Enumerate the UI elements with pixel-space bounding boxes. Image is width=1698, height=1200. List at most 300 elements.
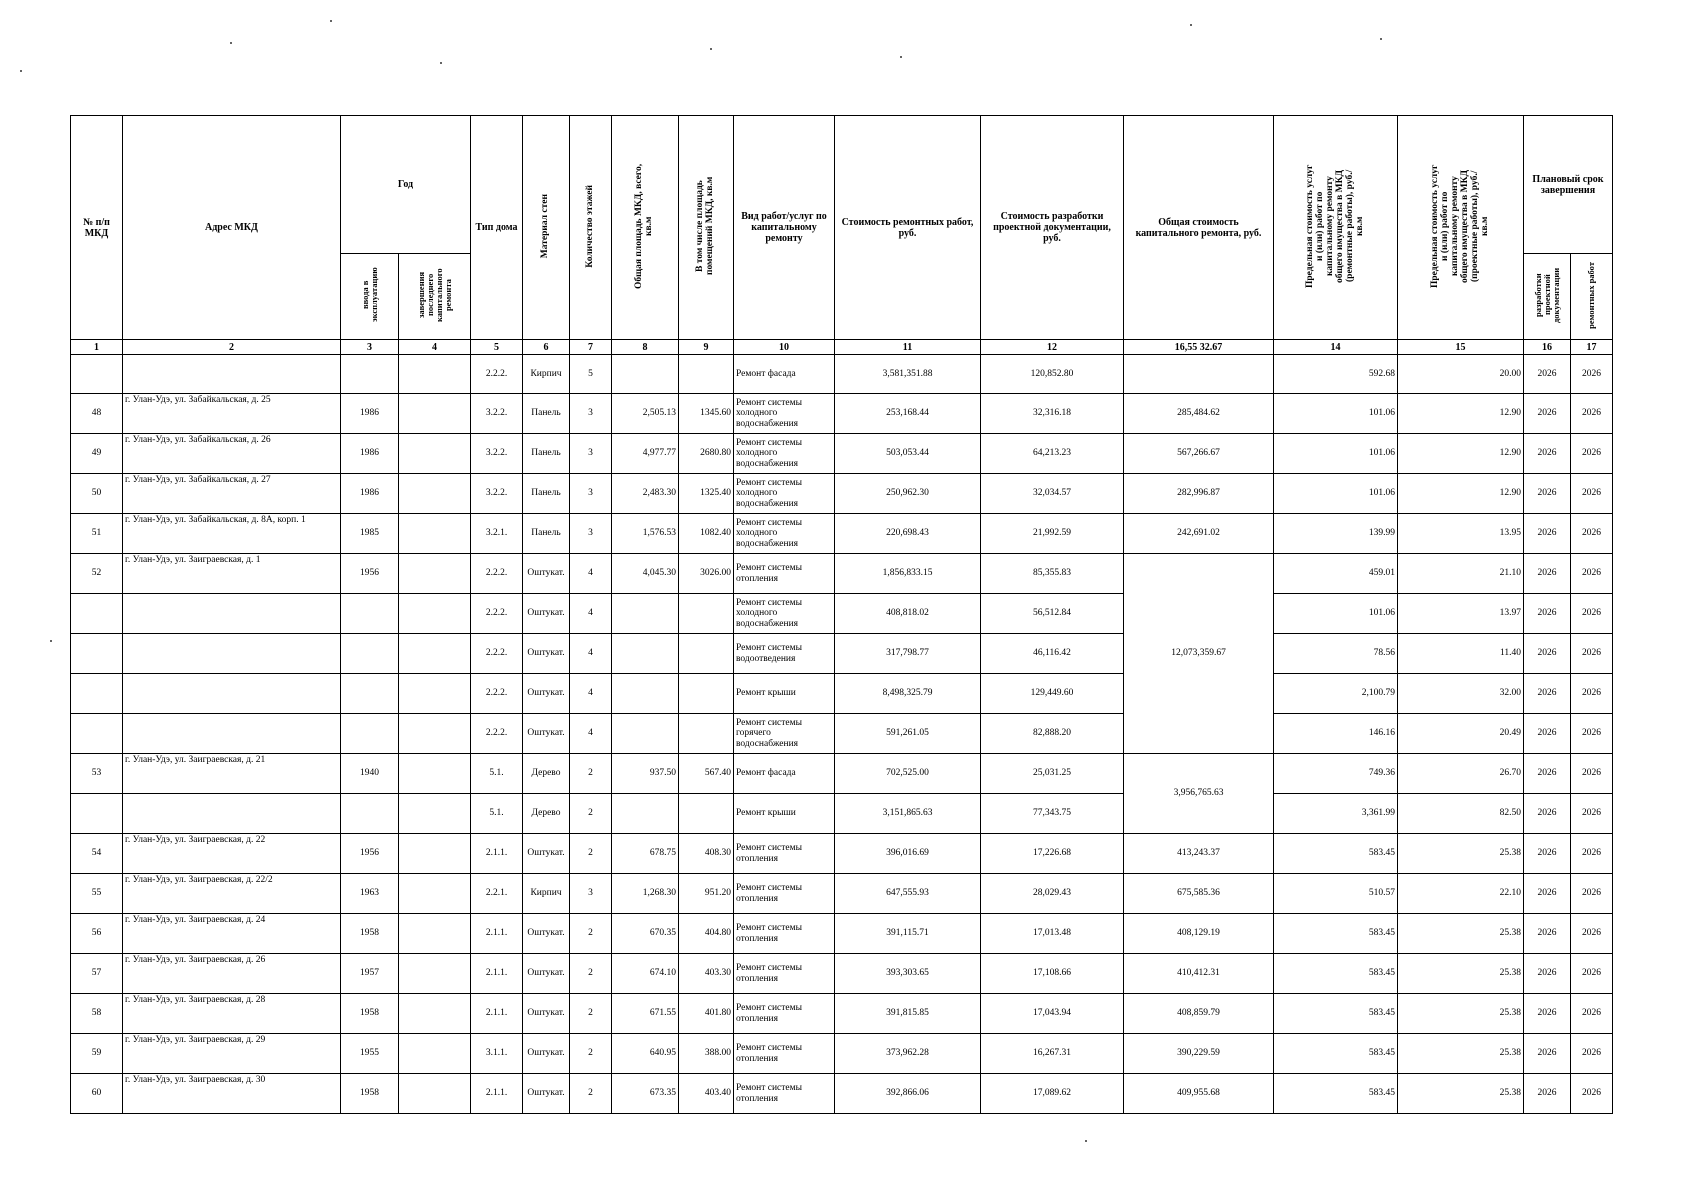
- table-row: [71, 754, 1613, 794]
- deadline-design-cell: 2026: [1524, 634, 1571, 674]
- cost-total-cell: 242,691.02: [1124, 514, 1274, 554]
- cell: [679, 794, 734, 834]
- cost-design-cell: 17,043.94: [981, 994, 1124, 1034]
- col-deadline-design-header: [1524, 254, 1571, 340]
- limit-design-cell: 12.90: [1398, 394, 1524, 434]
- no-cell: 57: [71, 954, 123, 994]
- wall-cell: Оштукат.: [523, 674, 570, 714]
- cost-design-cell: 129,449.60: [981, 674, 1124, 714]
- cell: [71, 674, 123, 714]
- area-total-cell: 674.10: [612, 954, 679, 994]
- type-cell: 2.2.2.: [471, 554, 523, 594]
- floors-cell: 3: [570, 514, 612, 554]
- table-row: [71, 834, 1613, 874]
- cost-repair-cell: 391,815.85: [835, 994, 981, 1034]
- deadline-repair-cell: 2026: [1571, 634, 1613, 674]
- scan-speck: [50, 640, 52, 642]
- address-cell: г. Улан-Удэ, ул. Заиграевская, д. 30: [123, 1074, 341, 1114]
- col-number: 3: [341, 340, 399, 355]
- wall-cell: Оштукат.: [523, 714, 570, 754]
- no-cell: 49: [71, 434, 123, 474]
- year-cell: 1958: [341, 1074, 399, 1114]
- cell: [399, 1034, 471, 1074]
- work-cell: Ремонт системы отопления: [734, 554, 835, 594]
- col-area-total-label: Общая площадь МКД, всего, кв.м: [634, 163, 654, 289]
- area-total-cell: 937.50: [612, 754, 679, 794]
- work-cell: Ремонт системы холодного водоснабжения: [734, 514, 835, 554]
- deadline-repair-cell: 2026: [1571, 874, 1613, 914]
- col-address-header: Адрес МКД: [123, 116, 341, 340]
- cell: [612, 355, 679, 394]
- area-total-cell: 4,977.77: [612, 434, 679, 474]
- floors-cell: 4: [570, 554, 612, 594]
- deadline-repair-cell: 2026: [1571, 394, 1613, 434]
- limit-repair-cell: 583.45: [1274, 994, 1398, 1034]
- area-premises-cell: 401.80: [679, 994, 734, 1034]
- limit-design-cell: 13.95: [1398, 514, 1524, 554]
- col-number: 14: [1274, 340, 1398, 355]
- year-cell: 1986: [341, 474, 399, 514]
- address-cell: г. Улан-Удэ, ул. Заиграевская, д. 29: [123, 1034, 341, 1074]
- area-premises-cell: 388.00: [679, 1034, 734, 1074]
- work-cell: Ремонт системы холодного водоснабжения: [734, 594, 835, 634]
- cell: [612, 634, 679, 674]
- capital-repair-table: [70, 115, 1613, 1114]
- limit-repair-cell: 583.45: [1274, 834, 1398, 874]
- limit-repair-cell: 583.45: [1274, 914, 1398, 954]
- cell: [341, 794, 399, 834]
- scan-speck: [1190, 24, 1192, 26]
- cell: [71, 594, 123, 634]
- cost-total-cell: 410,412.31: [1124, 954, 1274, 994]
- floors-cell: 3: [570, 434, 612, 474]
- deadline-design-cell: 2026: [1524, 554, 1571, 594]
- col-number-part: 32.67: [1199, 341, 1223, 353]
- no-cell: 58: [71, 994, 123, 1034]
- cost-total-cell: 408,859.79: [1124, 994, 1274, 1034]
- cost-design-cell: 32,316.18: [981, 394, 1124, 434]
- no-cell: 55: [71, 874, 123, 914]
- deadline-design-cell: 2026: [1524, 994, 1571, 1034]
- wall-cell: Оштукат.: [523, 914, 570, 954]
- year-cell: 1955: [341, 1034, 399, 1074]
- col-wall-header: [523, 116, 570, 340]
- work-cell: Ремонт системы отопления: [734, 834, 835, 874]
- year-cell: 1958: [341, 994, 399, 1034]
- deadline-design-cell: 2026: [1524, 874, 1571, 914]
- year-cell: 1986: [341, 434, 399, 474]
- type-cell: 3.1.1.: [471, 1034, 523, 1074]
- deadline-repair-cell: 2026: [1571, 754, 1613, 794]
- cell: [399, 914, 471, 954]
- year-cell: 1958: [341, 914, 399, 954]
- year-cell: 1956: [341, 834, 399, 874]
- wall-cell: Оштукат.: [523, 834, 570, 874]
- scan-speck: [710, 48, 712, 50]
- no-cell: 51: [71, 514, 123, 554]
- col-number: 6: [523, 340, 570, 355]
- scan-speck: [20, 70, 22, 72]
- limit-design-cell: 25.38: [1398, 914, 1524, 954]
- col-cost-repair-header: Стоимость ремонтных работ, руб.: [835, 116, 981, 340]
- col-number: 5: [471, 340, 523, 355]
- limit-repair-cell: 583.45: [1274, 1034, 1398, 1074]
- cost-repair-cell: 317,798.77: [835, 634, 981, 674]
- limit-repair-cell: 749.36: [1274, 754, 1398, 794]
- cell: [679, 714, 734, 754]
- cost-total-cell: 282,996.87: [1124, 474, 1274, 514]
- type-cell: 5.1.: [471, 754, 523, 794]
- area-total-cell: 670.35: [612, 914, 679, 954]
- no-cell: 56: [71, 914, 123, 954]
- col-number: 4: [399, 340, 471, 355]
- address-cell: г. Улан-Удэ, ул. Забайкальская, д. 26: [123, 434, 341, 474]
- limit-design-cell: 25.38: [1398, 994, 1524, 1034]
- area-total-cell: 4,045.30: [612, 554, 679, 594]
- cost-repair-cell: 392,866.06: [835, 1074, 981, 1114]
- table-row: [71, 914, 1613, 954]
- limit-design-cell: 25.38: [1398, 1074, 1524, 1114]
- year-cell: 1985: [341, 514, 399, 554]
- deadline-design-cell: 2026: [1524, 394, 1571, 434]
- cost-repair-cell: 591,261.05: [835, 714, 981, 754]
- area-premises-cell: 404.80: [679, 914, 734, 954]
- area-premises-cell: 951.20: [679, 874, 734, 914]
- work-cell: Ремонт фасада: [734, 754, 835, 794]
- cell: [399, 1074, 471, 1114]
- cost-total-cell: 3,956,765.63: [1124, 754, 1274, 834]
- type-cell: 3.2.2.: [471, 394, 523, 434]
- cost-design-cell: 120,852.80: [981, 355, 1124, 394]
- deadline-repair-cell: 2026: [1571, 794, 1613, 834]
- type-cell: 3.2.2.: [471, 434, 523, 474]
- cell: [399, 754, 471, 794]
- cell: [341, 355, 399, 394]
- deadline-design-cell: 2026: [1524, 1074, 1571, 1114]
- cell: [1124, 355, 1274, 394]
- cell: [123, 355, 341, 394]
- cost-total-cell: 12,073,359.67: [1124, 554, 1274, 754]
- cost-repair-cell: 503,053.44: [835, 434, 981, 474]
- type-cell: 2.1.1.: [471, 994, 523, 1034]
- cell: [71, 714, 123, 754]
- work-cell: Ремонт системы горячего водоснабжения: [734, 714, 835, 754]
- cost-design-cell: 28,029.43: [981, 874, 1124, 914]
- deadline-repair-cell: 2026: [1571, 714, 1613, 754]
- limit-repair-cell: 101.06: [1274, 394, 1398, 434]
- cost-design-cell: 46,116.42: [981, 634, 1124, 674]
- floors-cell: 2: [570, 1074, 612, 1114]
- col-cost-total-header: Общая стоимость капитального ремонта, руб.: [1124, 116, 1274, 340]
- col-limit-design-header: [1398, 116, 1524, 340]
- col-area-total-header: [612, 116, 679, 340]
- address-cell: г. Улан-Удэ, ул. Заиграевская, д. 22: [123, 834, 341, 874]
- wall-cell: Оштукат.: [523, 634, 570, 674]
- deadline-design-cell: 2026: [1524, 355, 1571, 394]
- limit-repair-cell: 2,100.79: [1274, 674, 1398, 714]
- work-cell: Ремонт системы отопления: [734, 1074, 835, 1114]
- type-cell: 2.2.2.: [471, 634, 523, 674]
- deadline-repair-cell: 2026: [1571, 514, 1613, 554]
- cell: [399, 954, 471, 994]
- type-cell: 2.2.2.: [471, 355, 523, 394]
- wall-cell: Панель: [523, 474, 570, 514]
- col-limit-design-label: Предельная стоимость услуг и (или) работ по капитальному ремонту общего имущества в МКД (проектные работы), руб./кв.м: [1429, 164, 1490, 288]
- cell: [123, 794, 341, 834]
- table-row: [71, 394, 1613, 434]
- cost-design-cell: 17,013.48: [981, 914, 1124, 954]
- deadline-repair-cell: 2026: [1571, 1074, 1613, 1114]
- cost-repair-cell: 8,498,325.79: [835, 674, 981, 714]
- area-total-cell: 673.35: [612, 1074, 679, 1114]
- scan-speck: [440, 62, 442, 64]
- scan-speck: [230, 42, 232, 44]
- col-year-header: Год: [341, 116, 471, 254]
- cell: [341, 714, 399, 754]
- floors-cell: 2: [570, 794, 612, 834]
- limit-repair-cell: 101.06: [1274, 594, 1398, 634]
- col-year-last-repair-header: [399, 254, 471, 340]
- table-row: [71, 1034, 1613, 1074]
- work-cell: Ремонт системы отопления: [734, 954, 835, 994]
- type-cell: 2.1.1.: [471, 1074, 523, 1114]
- limit-repair-cell: 583.45: [1274, 954, 1398, 994]
- limit-repair-cell: 146.16: [1274, 714, 1398, 754]
- cost-repair-cell: 3,151,865.63: [835, 794, 981, 834]
- floors-cell: 2: [570, 914, 612, 954]
- limit-design-cell: 25.38: [1398, 834, 1524, 874]
- area-premises-cell: 1345.60: [679, 394, 734, 434]
- deadline-design-cell: 2026: [1524, 474, 1571, 514]
- cell: [123, 714, 341, 754]
- type-cell: 5.1.: [471, 794, 523, 834]
- table-row: [71, 434, 1613, 474]
- table-row: [71, 954, 1613, 994]
- cost-total-cell: 409,955.68: [1124, 1074, 1274, 1114]
- area-premises-cell: 1082.40: [679, 514, 734, 554]
- work-cell: Ремонт системы водоотведения: [734, 634, 835, 674]
- col-number: 12: [981, 340, 1124, 355]
- deadline-design-cell: 2026: [1524, 674, 1571, 714]
- cost-repair-cell: 1,856,833.15: [835, 554, 981, 594]
- col-deadline-design-label: разработки проектной документации: [1532, 267, 1561, 323]
- area-premises-cell: 567.40: [679, 754, 734, 794]
- wall-cell: Панель: [523, 514, 570, 554]
- limit-design-cell: 13.97: [1398, 594, 1524, 634]
- work-cell: Ремонт системы отопления: [734, 914, 835, 954]
- cell: [71, 355, 123, 394]
- cost-repair-cell: 702,525.00: [835, 754, 981, 794]
- limit-design-cell: 25.38: [1398, 954, 1524, 994]
- cell: [123, 674, 341, 714]
- area-total-cell: 2,483.30: [612, 474, 679, 514]
- table-row: [71, 594, 1613, 634]
- limit-design-cell: 22.10: [1398, 874, 1524, 914]
- cell: [399, 874, 471, 914]
- cell: [612, 674, 679, 714]
- deadline-repair-cell: 2026: [1571, 474, 1613, 514]
- cost-design-cell: 17,089.62: [981, 1074, 1124, 1114]
- work-cell: Ремонт системы отопления: [734, 874, 835, 914]
- col-no-header: № п/п МКД: [71, 116, 123, 340]
- cell: [399, 394, 471, 434]
- column-number-row: [71, 340, 1613, 355]
- work-cell: Ремонт крыши: [734, 794, 835, 834]
- limit-design-cell: 12.90: [1398, 434, 1524, 474]
- address-cell: г. Улан-Удэ, ул. Заиграевская, д. 1: [123, 554, 341, 594]
- col-area-premises-label: В том числе площадь помещений МКД, кв.м: [695, 176, 715, 276]
- wall-cell: Кирпич: [523, 874, 570, 914]
- cost-repair-cell: 3,581,351.88: [835, 355, 981, 394]
- wall-cell: Панель: [523, 394, 570, 434]
- limit-design-cell: 26.70: [1398, 754, 1524, 794]
- col-deadline-repair-label: ремонтных работ: [1586, 261, 1597, 329]
- scan-speck: [900, 56, 902, 58]
- address-cell: г. Улан-Удэ, ул. Забайкальская, д. 8А, корп. 1: [123, 514, 341, 554]
- limit-design-cell: 21.10: [1398, 554, 1524, 594]
- cell: [123, 594, 341, 634]
- work-cell: Ремонт системы отопления: [734, 1034, 835, 1074]
- limit-design-cell: 25.38: [1398, 1034, 1524, 1074]
- area-premises-cell: 2680.80: [679, 434, 734, 474]
- table-row: [71, 474, 1613, 514]
- cell: [399, 355, 471, 394]
- floors-cell: 2: [570, 1034, 612, 1074]
- cost-total-cell: 413,243.37: [1124, 834, 1274, 874]
- type-cell: 3.2.1.: [471, 514, 523, 554]
- limit-design-cell: 20.00: [1398, 355, 1524, 394]
- deadline-repair-cell: 2026: [1571, 355, 1613, 394]
- floors-cell: 2: [570, 754, 612, 794]
- table-row: [71, 674, 1613, 714]
- floors-cell: 2: [570, 994, 612, 1034]
- col-cost-design-header: Стоимость разработки проектной документации, руб.: [981, 116, 1124, 340]
- address-cell: г. Улан-Удэ, ул. Заиграевская, д. 21: [123, 754, 341, 794]
- col-limit-repair-header: [1274, 116, 1398, 340]
- type-cell: 2.1.1.: [471, 834, 523, 874]
- type-cell: 2.2.1.: [471, 874, 523, 914]
- work-cell: Ремонт системы холодного водоснабжения: [734, 434, 835, 474]
- deadline-design-cell: 2026: [1524, 954, 1571, 994]
- work-cell: Ремонт системы холодного водоснабжения: [734, 474, 835, 514]
- cost-design-cell: 17,108.66: [981, 954, 1124, 994]
- deadline-design-cell: 2026: [1524, 714, 1571, 754]
- col-number: 10: [734, 340, 835, 355]
- type-cell: 3.2.2.: [471, 474, 523, 514]
- cell: [71, 634, 123, 674]
- work-cell: Ремонт системы холодного водоснабжения: [734, 394, 835, 434]
- area-premises-cell: 1325.40: [679, 474, 734, 514]
- cell: [679, 594, 734, 634]
- cell: [399, 474, 471, 514]
- cell: [399, 594, 471, 634]
- col-number: [1124, 340, 1274, 355]
- no-cell: 53: [71, 754, 123, 794]
- cell: [341, 674, 399, 714]
- col-number: 11: [835, 340, 981, 355]
- col-number: 16: [1524, 340, 1571, 355]
- cost-design-cell: 85,355.83: [981, 554, 1124, 594]
- deadline-design-cell: 2026: [1524, 434, 1571, 474]
- cell: [399, 714, 471, 754]
- limit-repair-cell: 510.57: [1274, 874, 1398, 914]
- col-wall-label: Материал стен: [540, 193, 551, 259]
- limit-repair-cell: 101.06: [1274, 434, 1398, 474]
- floors-cell: 4: [570, 714, 612, 754]
- cost-repair-cell: 408,818.02: [835, 594, 981, 634]
- col-year-commission-label: ввода в эксплуатацию: [359, 267, 379, 323]
- cell: [399, 514, 471, 554]
- scan-speck: [1380, 38, 1382, 40]
- type-cell: 2.2.2.: [471, 674, 523, 714]
- col-number: 1: [71, 340, 123, 355]
- deadline-design-cell: 2026: [1524, 754, 1571, 794]
- area-total-cell: 640.95: [612, 1034, 679, 1074]
- table-row: [71, 355, 1613, 394]
- cost-repair-cell: 396,016.69: [835, 834, 981, 874]
- work-cell: Ремонт системы отопления: [734, 994, 835, 1034]
- limit-repair-cell: 592.68: [1274, 355, 1398, 394]
- cost-repair-cell: 220,698.43: [835, 514, 981, 554]
- cell: [399, 434, 471, 474]
- cost-total-cell: 675,585.36: [1124, 874, 1274, 914]
- deadline-repair-cell: 2026: [1571, 994, 1613, 1034]
- cost-total-cell: 567,266.67: [1124, 434, 1274, 474]
- year-cell: 1956: [341, 554, 399, 594]
- col-type-header: Тип дома: [471, 116, 523, 340]
- year-cell: 1963: [341, 874, 399, 914]
- cost-design-cell: 16,267.31: [981, 1034, 1124, 1074]
- floors-cell: 4: [570, 634, 612, 674]
- col-deadline-repair-header: [1571, 254, 1613, 340]
- table-row: [71, 994, 1613, 1034]
- area-premises-cell: 403.40: [679, 1074, 734, 1114]
- cell: [679, 355, 734, 394]
- cost-design-cell: 64,213.23: [981, 434, 1124, 474]
- area-premises-cell: 3026.00: [679, 554, 734, 594]
- wall-cell: Оштукат.: [523, 994, 570, 1034]
- table-row: [71, 514, 1613, 554]
- deadline-design-cell: 2026: [1524, 834, 1571, 874]
- work-cell: Ремонт фасада: [734, 355, 835, 394]
- cost-design-cell: 56,512.84: [981, 594, 1124, 634]
- area-total-cell: 678.75: [612, 834, 679, 874]
- limit-design-cell: 11.40: [1398, 634, 1524, 674]
- year-cell: 1986: [341, 394, 399, 434]
- wall-cell: Панель: [523, 434, 570, 474]
- floors-cell: 2: [570, 954, 612, 994]
- table-row: [71, 714, 1613, 754]
- col-floors-label: Количество этажей: [584, 184, 595, 268]
- area-premises-cell: 408.30: [679, 834, 734, 874]
- col-limit-repair-label: Предельная стоимость услуг и (или) работ по капитальному ремонту общего имущества в МКД (ремонтные работы), руб./кв.м: [1304, 164, 1365, 288]
- cost-repair-cell: 647,555.93: [835, 874, 981, 914]
- table-row: [71, 634, 1613, 674]
- cost-design-cell: 77,343.75: [981, 794, 1124, 834]
- cost-total-cell: 285,484.62: [1124, 394, 1274, 434]
- limit-repair-cell: 101.06: [1274, 474, 1398, 514]
- limit-repair-cell: 3,361.99: [1274, 794, 1398, 834]
- wall-cell: Оштукат.: [523, 554, 570, 594]
- area-premises-cell: 403.30: [679, 954, 734, 994]
- type-cell: 2.1.1.: [471, 914, 523, 954]
- no-cell: 50: [71, 474, 123, 514]
- limit-repair-cell: 78.56: [1274, 634, 1398, 674]
- wall-cell: Оштукат.: [523, 1034, 570, 1074]
- deadline-design-cell: 2026: [1524, 1034, 1571, 1074]
- year-cell: 1940: [341, 754, 399, 794]
- cell: [123, 634, 341, 674]
